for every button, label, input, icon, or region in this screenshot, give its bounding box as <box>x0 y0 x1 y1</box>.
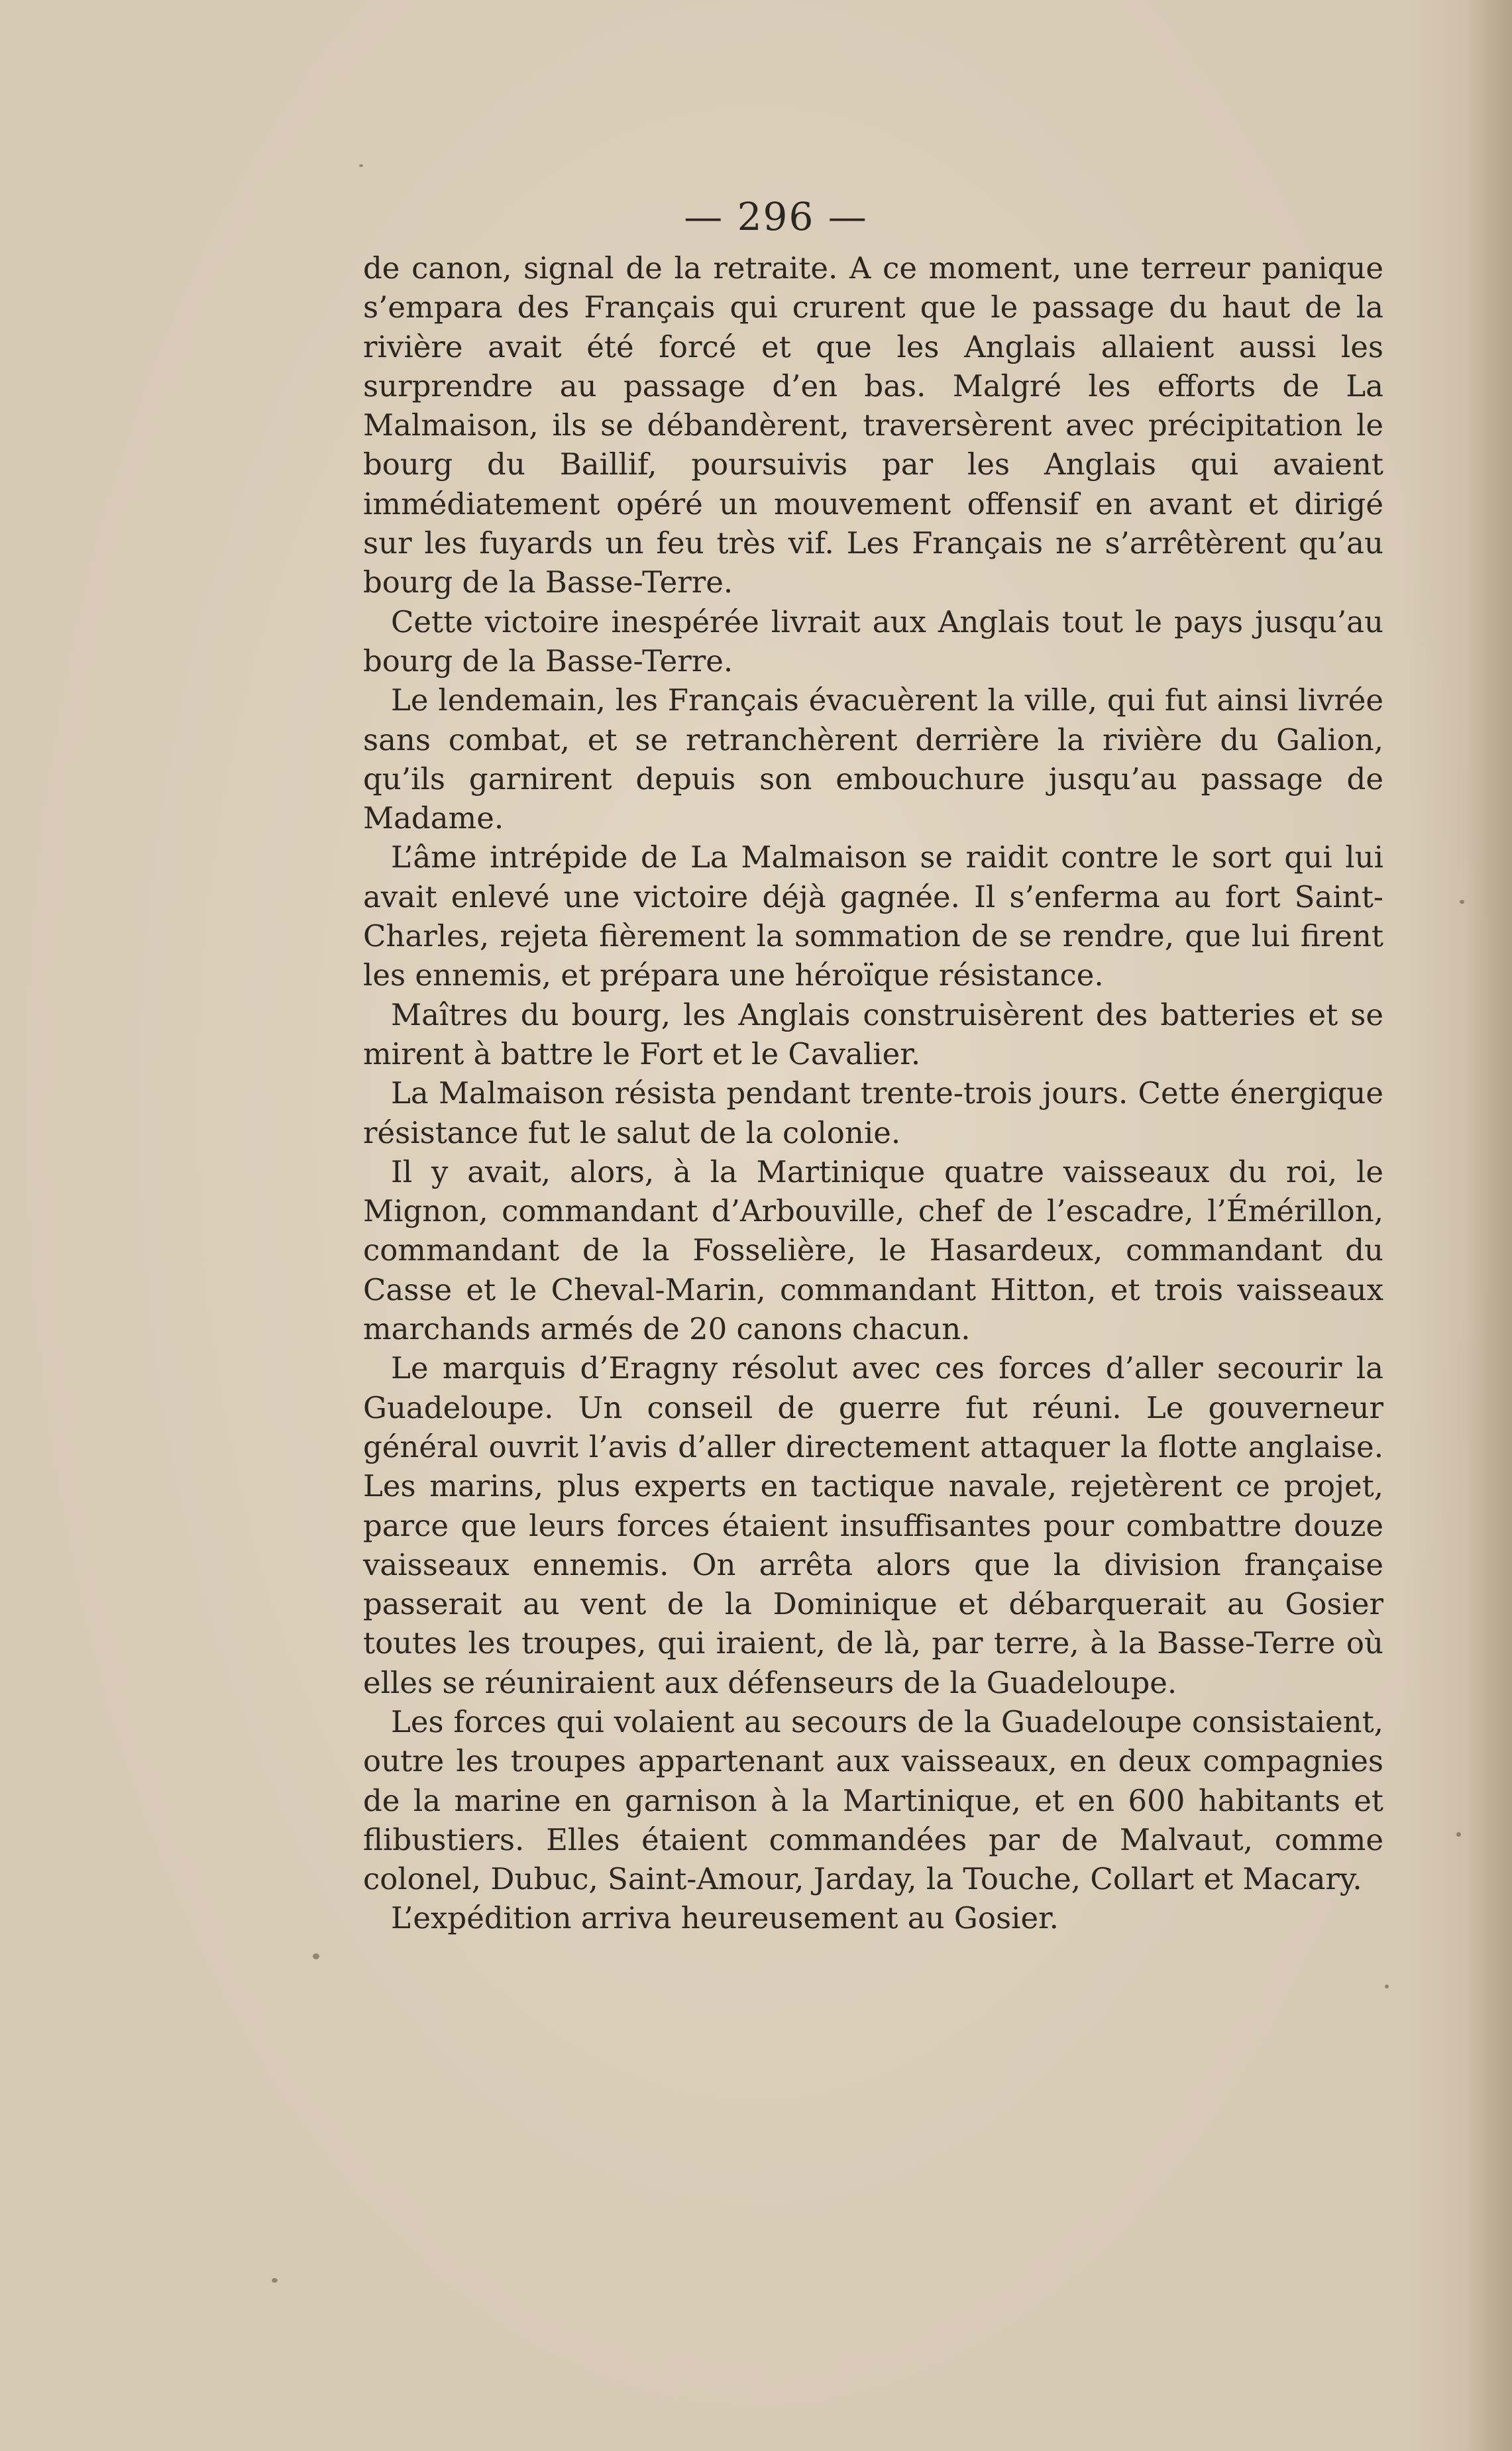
paper-speck <box>359 164 363 167</box>
page-number: — 296 — <box>684 194 868 239</box>
paper-speck <box>1460 900 1464 904</box>
paper-speck <box>1456 1832 1461 1837</box>
paragraph: Cette victoire inespérée livrait aux Anglais tout le pays jusqu’au bourg de la Basse-Terre. <box>363 604 1383 679</box>
paper-speck <box>313 1953 319 1959</box>
paragraph: L’expédition arriva heureusement au Gosier. <box>391 1900 1059 1936</box>
paragraph: La Malmaison résista pendant trente-trois jours. Cette énergique résistance fut le salut de la colonie. <box>363 1075 1383 1150</box>
paragraph: Maîtres du bourg, les Anglais construisèrent des batteries et se mirent à battre le Fort et le Cavalier. <box>363 997 1383 1071</box>
paragraph: Il y avait, alors, à la Martinique quatre vaisseaux du roi, le Mignon, commandant d’Arbouville, chef de l’escadre, l’Émérillon, commandant de la Fosselière, le Hasardeux, commandant du Casse et le Cheval-Marin, commandant Hitton, et trois vaisseaux marchands armés de 20 canons chacun. <box>363 1154 1383 1347</box>
body-text <box>363 248 1383 1938</box>
paragraph: de canon, signal de la retraite. A ce moment, une terreur panique s’empara des Français qui crurent que le passage du haut de la rivière avait été forcé et que les Anglais allaient aussi les surprendre au passage d’en bas. Malgré les efforts de La Malmaison, ils se débandèrent, traversèrent avec précipitation le bourg du Baillif, poursuivis par les Anglais qui avaient immédiatement opéré un mouvement offensif en avant et dirigé sur les fuyards un feu très vif. Les Français ne s’arrêtèrent qu’au bourg de la Basse-Terre. <box>363 250 1383 600</box>
paragraph: Le marquis d’Eragny résolut avec ces forces d’aller secourir la Guadeloupe. Un conseil de guerre fut réuni. Le gouverneur général ouvrit l’avis d’aller directement attaquer la flotte anglaise. Les marins, plus experts en tactique navale, rejetèrent ce projet, parce que leurs forces étaient insuffisantes pour combattre douze vaisseaux ennemis. On arrêta alors que la division française passerait au vent de la Dominique et débarquerait au Gosier toutes les troupes, qui iraient, de là, par terre, à la Basse-Terre où elles se réuniraient aux défenseurs de la Guadeloupe. <box>363 1350 1383 1700</box>
paragraph: Le lendemain, les Français évacuèrent la ville, qui fut ainsi livrée sans combat, et se retranchèrent derrière la rivière du Galion, qu’ils garnirent depuis son embouchure jusqu’au passage de Madame. <box>363 682 1383 836</box>
page-edge-shadow <box>1466 0 1512 2451</box>
paper-speck <box>272 2278 278 2283</box>
paragraph: Les forces qui volaient au secours de la Guadeloupe consistaient, outre les troupes appartenant aux vaisseaux, en deux compagnies de la marine en garnison à la Martinique, et en 600 habitants et flibustiers. Elles étaient commandées par de Malvaut, comme colonel, Dubuc, Saint-Amour, Jarday, la Touche, Collart et Macary. <box>363 1704 1383 1897</box>
paragraph: L’âme intrépide de La Malmaison se raidit contre le sort qui lui avait enlevé une victoire déjà gagnée. Il s’enferma au fort Saint-Charles, rejeta fièrement la sommation de se rendre, que lui firent les ennemis, et prépara une héroïque résistance. <box>363 840 1383 993</box>
paper-speck <box>1385 1985 1389 1988</box>
